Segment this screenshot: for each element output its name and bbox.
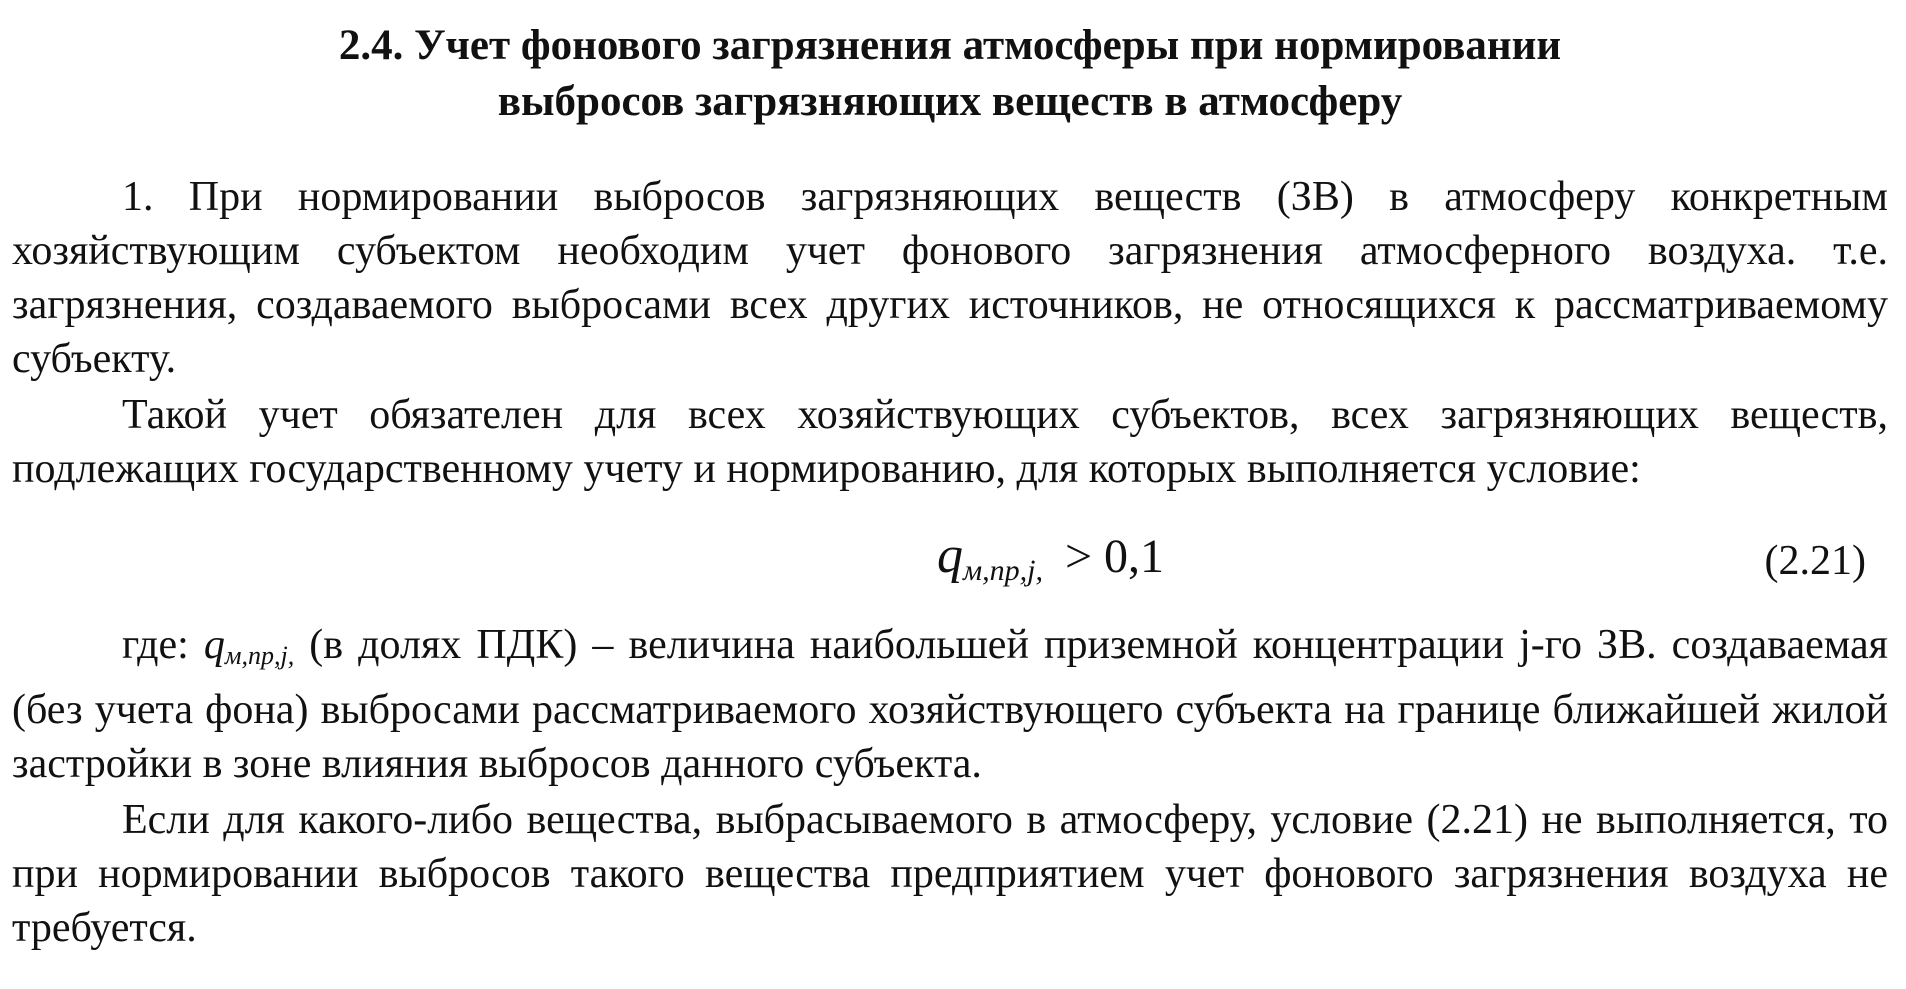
- formula-symbol: q: [937, 527, 963, 584]
- paragraph-4: Если для какого-либо вещества, выбрасываемого в атмосферу, условие (2.21) не выполняется, то при нормировании выбросов такого вещества предприятием учет фонового загрязнения воздуха не требуется.: [12, 797, 1888, 951]
- formula-block: [12, 512, 1888, 612]
- paragraph-2: Такой учет обязателен для всех хозяйствующих субъектов, всех загрязняющих веществ, подлежащих государственному учету и нормированию, для которых выполняется условие:: [12, 392, 1888, 492]
- paragraph-3: [12, 618, 1888, 791]
- section-title-line-1: 2.4. Учет фонового загрязнения атмосферы при нормировании: [338, 22, 1562, 69]
- formula-relation: > 0,1: [1064, 530, 1165, 583]
- formula: [937, 526, 1164, 601]
- inline-formula-subscript: м,пр,j,: [224, 641, 295, 670]
- paragraph-3-text: (в долях ПДК) – величина наибольшей приземной концентрации j-го ЗВ. создаваемая (без учета фона) выбросами рассматриваемого хозяйствующего субъекта на границе ближайшей жилой застройки в зоне влияния выбросов данного субъекта.: [12, 622, 1888, 787]
- formula-subscript: м,пр,j,: [963, 554, 1043, 587]
- section-title: [12, 18, 1888, 130]
- inline-formula-symbol: q: [203, 622, 225, 668]
- paragraph-3-prefix: где:: [122, 622, 204, 668]
- equation-number: (2.21): [1764, 538, 1866, 584]
- paragraph-1: 1. При нормировании выбросов загрязняющих веществ (ЗВ) в атмосферу конкретным хозяйствующим субъектом необходим учет фонового загрязнения атмосферного воздуха. т.е. загрязнения, создаваемого выбросами всех других источников, не относящихся к рассматриваемому субъекту.: [12, 174, 1888, 382]
- section-title-line-2: выбросов загрязняющих веществ в атмосферу: [497, 78, 1403, 125]
